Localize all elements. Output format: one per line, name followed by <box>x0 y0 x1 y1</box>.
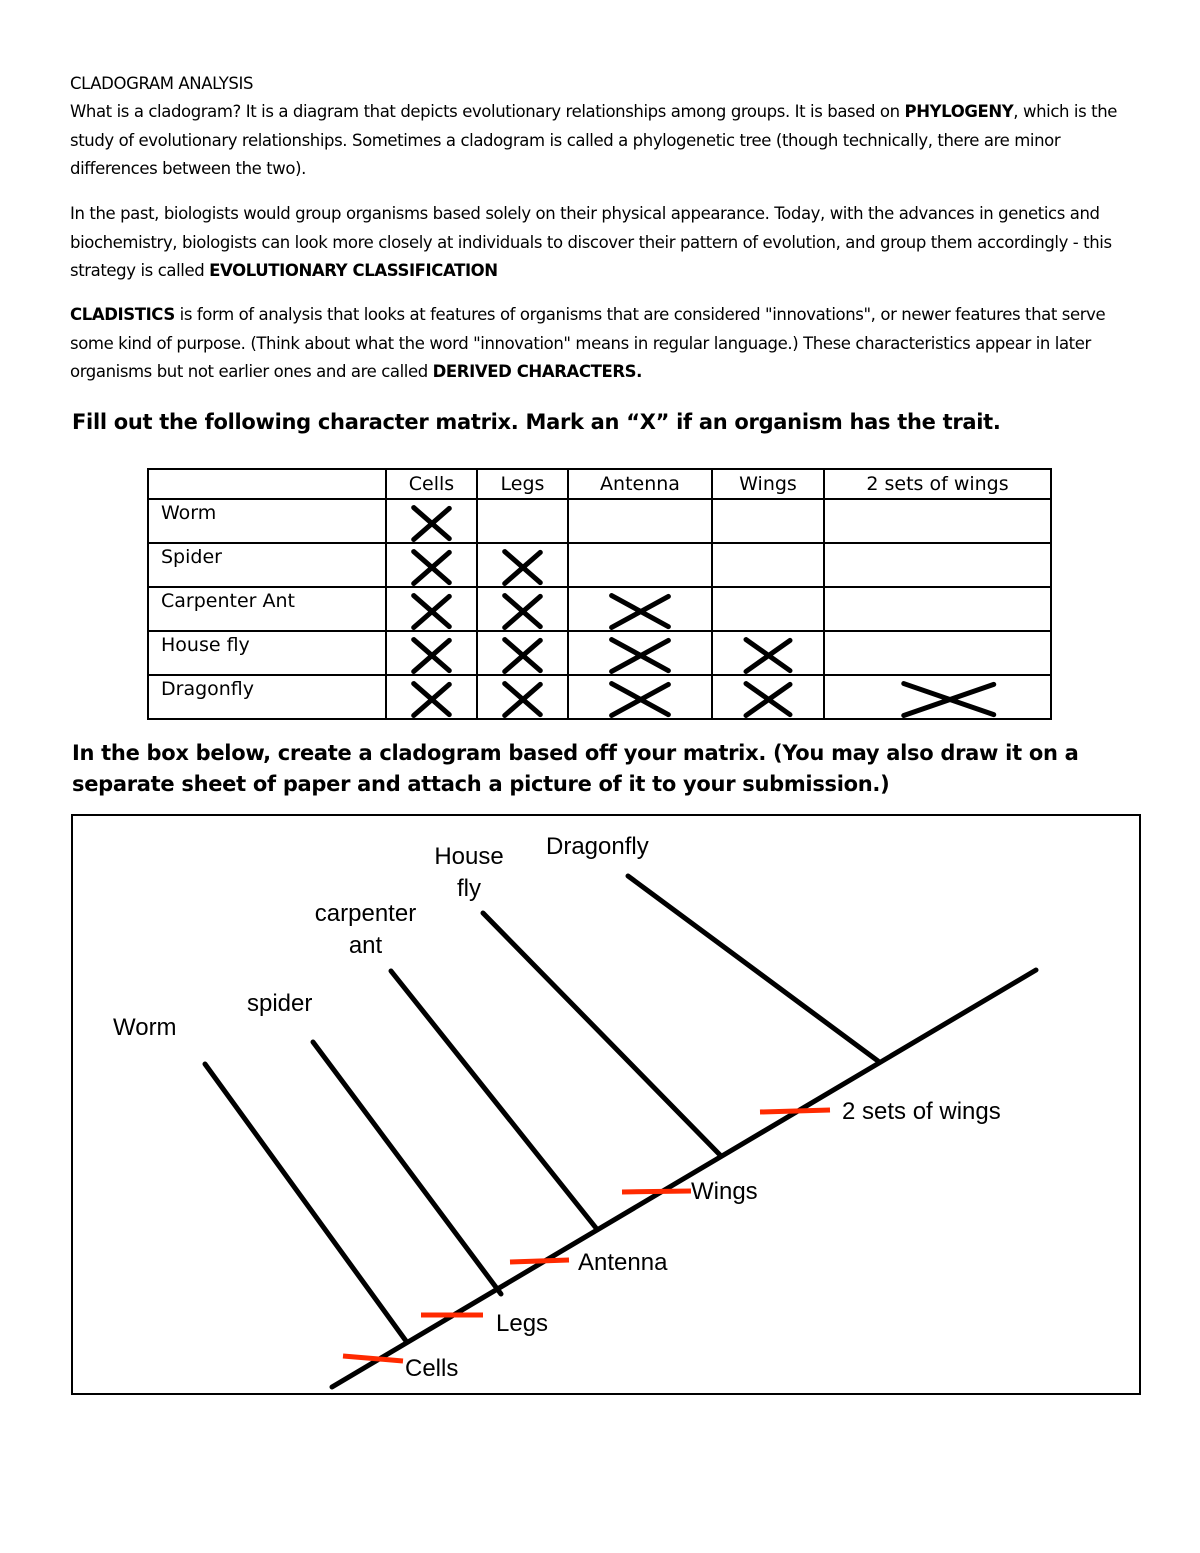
x-mark <box>713 632 823 674</box>
trait-label-cells: Cells <box>405 1355 459 1382</box>
x-mark <box>387 500 476 542</box>
intro-paragraph-3: CLADISTICS is form of analysis that looks at features of organisms that are considered "innovations", or newer features that serve some kind of purpose. (Think about what the word "innovation" means in regular language.) These characteristics appear in later organisms but not earlier ones and are called DERIVED CHARACTERS. <box>70 305 1106 381</box>
matrix-organism-label: Carpenter Ant <box>148 587 386 631</box>
matrix-col-header: Legs <box>477 469 568 499</box>
trait-tick-antenna <box>510 1260 569 1262</box>
matrix-row <box>148 631 1051 675</box>
matrix-cell[interactable] <box>712 587 824 631</box>
matrix-col-header: 2 sets of wings <box>824 469 1051 499</box>
matrix-cell[interactable] <box>712 631 824 675</box>
matrix-cell[interactable] <box>568 543 712 587</box>
matrix-cell[interactable] <box>568 675 712 719</box>
matrix-organism-label: Worm <box>148 499 386 543</box>
x-mark <box>569 632 711 674</box>
cladogram-drawing-box[interactable] <box>71 814 1141 1395</box>
matrix-instructions: Fill out the following character matrix. Mark an “X” if an organism has the trait. <box>72 410 1001 434</box>
x-mark <box>825 676 1050 718</box>
x-mark <box>478 632 567 674</box>
intro-paragraph-2: In the past, biologists would group organisms based solely on their physical appearance. Today, with the advances in genetics and biochemistry, biologists can look more closely at individuals to discover their pattern of evolution, and group them accordingly - this strategy is called EVOLUTIONARY CLASSIFICATION <box>70 204 1112 280</box>
matrix-cell[interactable] <box>477 499 568 543</box>
matrix-cell[interactable] <box>568 587 712 631</box>
matrix-cell[interactable] <box>386 499 477 543</box>
x-mark <box>387 632 476 674</box>
matrix-cell[interactable] <box>824 543 1051 587</box>
x-mark <box>478 544 567 586</box>
matrix-row <box>148 587 1051 631</box>
cladogram-instructions: In the box below, create a cladogram based off your matrix. (You may also draw it on a separate sheet of paper and attach a picture of it to your submission.) <box>72 741 1079 796</box>
matrix-cell[interactable] <box>824 499 1051 543</box>
trait-label-legs: Legs <box>496 1310 549 1337</box>
matrix-row <box>148 499 1051 543</box>
taxon-label-carpenter-ant-line1: carpenter <box>314 900 417 927</box>
taxon-label-carpenter-ant <box>273 898 458 962</box>
branch-spider <box>313 1042 501 1294</box>
matrix-row <box>148 675 1051 719</box>
page-title: CLADOGRAM ANALYSIS <box>70 74 254 93</box>
matrix-cell[interactable] <box>386 675 477 719</box>
trait-tick-cells <box>343 1356 403 1361</box>
x-mark <box>478 588 567 630</box>
matrix-cell[interactable] <box>712 543 824 587</box>
branch-house-fly <box>483 913 721 1156</box>
matrix-corner-cell <box>148 469 386 499</box>
trait-label-antenna: Antenna <box>578 1249 668 1276</box>
matrix-cell[interactable] <box>386 587 477 631</box>
matrix-cell[interactable] <box>568 499 712 543</box>
taxon-label-spider: spider <box>247 990 313 1017</box>
x-mark <box>713 676 823 718</box>
matrix-cell[interactable] <box>712 499 824 543</box>
branch-worm <box>205 1064 406 1341</box>
character-matrix <box>147 468 1052 720</box>
matrix-cell[interactable] <box>824 631 1051 675</box>
trait-label-wings: Wings <box>691 1178 758 1205</box>
matrix-header-row <box>148 469 1051 499</box>
x-mark <box>387 544 476 586</box>
intro-paragraph-1: What is a cladogram? It is a diagram that depicts evolutionary relationships among groups. It is based on PHYLOGENY, which is the study of evolutionary relationships. Sometimes a cladogram is called a phylogenetic tree (though technically, there are minor differences between the two). <box>70 102 1118 178</box>
matrix-cell[interactable] <box>386 631 477 675</box>
branch-dragonfly <box>628 876 878 1061</box>
matrix-cell[interactable] <box>386 543 477 587</box>
matrix-col-header: Antenna <box>568 469 712 499</box>
matrix-col-header: Cells <box>386 469 477 499</box>
taxon-label-house-fly <box>409 841 529 905</box>
matrix-cell[interactable] <box>477 675 568 719</box>
x-mark <box>387 676 476 718</box>
x-mark <box>569 676 711 718</box>
trait-label-two-sets-wings: 2 sets of wings <box>842 1098 1001 1125</box>
matrix-cell[interactable] <box>712 675 824 719</box>
matrix-organism-label: Dragonfly <box>148 675 386 719</box>
matrix-cell[interactable] <box>477 631 568 675</box>
taxon-label-carpenter-ant-line2: ant <box>348 932 383 959</box>
matrix-row <box>148 543 1051 587</box>
matrix-col-header: Wings <box>712 469 824 499</box>
matrix-cell[interactable] <box>824 675 1051 719</box>
taxon-label-house-fly-line1: House <box>434 843 504 870</box>
matrix-cell[interactable] <box>477 543 568 587</box>
trait-tick-two-sets-wings <box>760 1110 830 1112</box>
trait-tick-wings <box>622 1191 691 1192</box>
matrix-cell[interactable] <box>568 631 712 675</box>
x-mark <box>569 588 711 630</box>
taxon-label-worm: Worm <box>113 1014 177 1041</box>
matrix-organism-label: Spider <box>148 543 386 587</box>
x-mark <box>387 588 476 630</box>
taxon-label-dragonfly: Dragonfly <box>546 833 649 860</box>
matrix-cell[interactable] <box>477 587 568 631</box>
matrix-organism-label: House fly <box>148 631 386 675</box>
taxon-label-house-fly-line2: fly <box>457 875 481 902</box>
x-mark <box>478 676 567 718</box>
matrix-cell[interactable] <box>824 587 1051 631</box>
